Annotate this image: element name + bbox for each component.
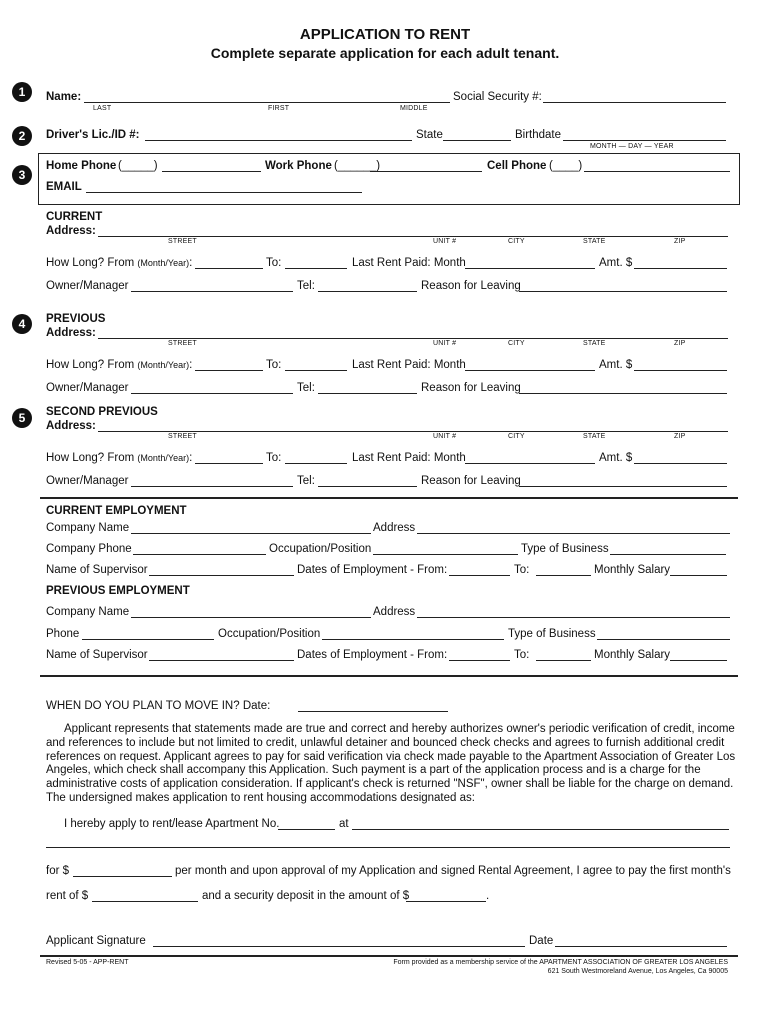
current-owner-field[interactable] — [131, 280, 293, 292]
cur-salary-label: Monthly Salary — [594, 564, 671, 576]
current-lastrent-field[interactable] — [465, 257, 595, 269]
previous-zip-hint: ZIP — [674, 340, 686, 347]
cell-phone-field[interactable] — [584, 160, 730, 172]
signature-date-field[interactable] — [555, 935, 727, 947]
second-previous-from-field[interactable] — [195, 452, 263, 464]
cell-phone-label: Cell Phone — [487, 160, 547, 172]
signature-date-label: Date — [529, 935, 554, 947]
prev-phone-label: Phone — [46, 628, 80, 640]
cur-occupation-field[interactable] — [373, 543, 518, 555]
signature-label: Applicant Signature — [46, 935, 146, 947]
footer-provided: Form provided as a membership service of the APARTMENT ASSOCIATION OF GREATER LOS ANGELES — [393, 959, 728, 966]
license-state-field[interactable] — [443, 129, 511, 141]
deposit-amount-field[interactable] — [406, 890, 486, 902]
apartment-no-field[interactable] — [278, 818, 335, 830]
current-amt-field[interactable] — [634, 257, 727, 269]
rent-amount-field[interactable] — [73, 865, 172, 877]
second-previous-state-hint: STATE — [583, 433, 606, 440]
previous-to-label: To: — [266, 359, 282, 371]
second-previous-zip-hint: ZIP — [674, 433, 686, 440]
current-tel-label: Tel: — [297, 280, 315, 292]
second-previous-to-field[interactable] — [285, 452, 347, 464]
current-address-label: Address: — [46, 225, 96, 237]
second-previous-reason-label: Reason for Leaving — [421, 475, 521, 487]
divider-employment — [40, 497, 738, 499]
movein-label: WHEN DO YOU PLAN TO MOVE IN? Date: — [46, 700, 271, 712]
previous-reason-label: Reason for Leaving — [421, 382, 521, 394]
form-subtitle: Complete separate application for each adult tenant. — [210, 45, 560, 61]
second-previous-tel-field[interactable] — [318, 475, 417, 487]
birthdate-field[interactable] — [563, 129, 726, 141]
prev-company-name-field[interactable] — [131, 606, 371, 618]
prev-company-name-label: Company Name — [46, 606, 130, 618]
current-city-hint: CITY — [508, 238, 525, 245]
previous-tel-field[interactable] — [318, 382, 417, 394]
second-previous-howlong-label: How Long? From (Month/Year): — [46, 452, 193, 464]
prev-type-business-label: Type of Business — [508, 628, 596, 640]
prev-from-field[interactable] — [449, 649, 510, 661]
second-previous-amt-field[interactable] — [634, 452, 727, 464]
current-reason-field[interactable] — [519, 280, 727, 292]
name-label: Name: — [46, 91, 82, 103]
license-label: Driver's Lic./ID #: — [46, 129, 140, 141]
second-previous-owner-label: Owner/Manager — [46, 475, 129, 487]
previous-city-hint: CITY — [508, 340, 525, 347]
license-state-label: State — [416, 129, 443, 141]
name-last-hint: LAST — [93, 105, 112, 112]
section-4-badge: 4 — [12, 314, 32, 334]
previous-owner-label: Owner/Manager — [46, 382, 129, 394]
cur-dates-label: Dates of Employment - From: — [297, 564, 448, 576]
prev-to-label: To: — [514, 649, 530, 661]
second-previous-tel-label: Tel: — [297, 475, 315, 487]
second-previous-unit-hint: UNIT # — [433, 433, 457, 440]
current-tel-field[interactable] — [318, 280, 417, 292]
current-address-field[interactable] — [98, 225, 728, 237]
previous-tel-label: Tel: — [297, 382, 315, 394]
prev-supervisor-field[interactable] — [149, 649, 294, 661]
name-first-hint: FIRST — [268, 105, 290, 112]
current-reason-label: Reason for Leaving — [421, 280, 521, 292]
cur-company-phone-label: Company Phone — [46, 543, 132, 555]
previous-address-field[interactable] — [98, 327, 728, 339]
section-2-badge: 2 — [12, 126, 32, 146]
second-previous-reason-field[interactable] — [519, 475, 727, 487]
prev-to-field[interactable] — [536, 649, 591, 661]
second-previous-amt-label: Amt. $ — [599, 452, 633, 464]
work-phone-label: Work Phone — [265, 160, 332, 172]
previous-amt-label: Amt. $ — [599, 359, 633, 371]
section-5-badge: 5 — [12, 408, 32, 428]
license-field[interactable] — [145, 129, 412, 141]
cur-supervisor-field[interactable] — [149, 564, 294, 576]
prev-occupation-field[interactable] — [322, 628, 504, 640]
current-amt-label: Amt. $ — [599, 257, 633, 269]
home-phone-area: (_____) — [118, 160, 158, 172]
divider-movein — [40, 675, 738, 677]
prev-company-address-label: Address — [373, 606, 416, 618]
current-street-hint: STREET — [168, 238, 197, 245]
cur-to-label: To: — [514, 564, 530, 576]
prev-type-business-field[interactable] — [597, 628, 730, 640]
prev-phone-field[interactable] — [82, 628, 214, 640]
second-previous-to-label: To: — [266, 452, 282, 464]
previous-state-hint: STATE — [583, 340, 606, 347]
current-owner-label: Owner/Manager — [46, 280, 129, 292]
email-label: EMAIL — [46, 181, 82, 193]
current-employment-heading: CURRENT EMPLOYMENT — [46, 505, 187, 517]
name-middle-hint: MIDDLE — [400, 105, 428, 112]
home-phone-label: Home Phone — [46, 160, 117, 172]
apartment-address-field[interactable] — [352, 818, 729, 830]
previous-howlong-label: How Long? From (Month/Year): — [46, 359, 193, 371]
section-1-badge: 1 — [12, 82, 32, 102]
section-3-badge: 3 — [12, 165, 32, 185]
previous-owner-field[interactable] — [131, 382, 293, 394]
second-previous-heading: SECOND PREVIOUS — [46, 406, 158, 418]
second-previous-lastrent-field[interactable] — [465, 452, 595, 464]
previous-unit-hint: UNIT # — [433, 340, 457, 347]
previous-heading: PREVIOUS — [46, 313, 106, 325]
rent-of-label: rent of $ — [46, 890, 89, 902]
cur-company-address-field[interactable] — [417, 522, 730, 534]
current-lastrent-label: Last Rent Paid: Month — [352, 257, 466, 269]
rent-terms-text: per month and upon approval of my Application and signed Rental Agreement, I agree to pay the first month's — [175, 865, 731, 877]
current-heading: CURRENT — [46, 211, 103, 223]
work-phone-area: (______) — [334, 160, 381, 172]
second-previous-street-hint: STREET — [168, 433, 197, 440]
cur-company-name-field[interactable] — [131, 522, 371, 534]
divider-footer — [40, 955, 738, 957]
deposit-period: . — [486, 890, 490, 902]
previous-lastrent-label: Last Rent Paid: Month — [352, 359, 466, 371]
apply-label: I hereby apply to rent/lease Apartment No. — [64, 818, 280, 830]
previous-employment-heading: PREVIOUS EMPLOYMENT — [46, 585, 190, 597]
current-unit-hint: UNIT # — [433, 238, 457, 245]
first-month-rent-field[interactable] — [92, 890, 198, 902]
cur-to-field[interactable] — [536, 564, 591, 576]
cur-salary-field[interactable] — [670, 564, 727, 576]
prev-salary-field[interactable] — [670, 649, 727, 661]
second-previous-lastrent-label: Last Rent Paid: Month — [352, 452, 466, 464]
current-state-hint: STATE — [583, 238, 606, 245]
deposit-label: and a security deposit in the amount of $ — [202, 890, 410, 902]
previous-amt-field[interactable] — [634, 359, 727, 371]
previous-reason-field[interactable] — [519, 382, 727, 394]
revision-note: Revised 5-05 - APP-RENT — [46, 959, 129, 966]
movein-date-field[interactable] — [298, 700, 448, 712]
cur-from-field[interactable] — [449, 564, 510, 576]
cur-company-phone-field[interactable] — [133, 543, 266, 555]
cur-supervisor-label: Name of Supervisor — [46, 564, 148, 576]
applicant-statement: Applicant represents that statements made are true and correct and hereby authorizes owner's periodic verification of credit, income and references to include but not limited to credit, unlawful detainer and bounced check checks and agrees to furnish additional credit references on request. Applicant agrees to pay for said verification via check made payable to the Apartment Association of Greater Los Angeles, which check shall accompany this Application. Such payment is a part of the application process and is a charge for the administrative costs of application consideration. If applicant's check is returned "NSF", owner shall be liable for the charge on demand. The undersigned makes application to rent housing accommodations designated as: — [46, 723, 736, 804]
ssn-label: Social Security #: — [453, 91, 542, 103]
cur-company-address-label: Address — [373, 522, 416, 534]
previous-street-hint: STREET — [168, 340, 197, 347]
previous-to-field[interactable] — [285, 359, 347, 371]
signature-field[interactable] — [153, 935, 525, 947]
prev-salary-label: Monthly Salary — [594, 649, 671, 661]
apartment-address-line2[interactable] — [46, 836, 730, 848]
prev-occupation-label: Occupation/Position — [218, 628, 321, 640]
cur-company-name-label: Company Name — [46, 522, 130, 534]
prev-company-address-field[interactable] — [417, 606, 730, 618]
home-phone-field[interactable] — [162, 160, 261, 172]
second-previous-city-hint: CITY — [508, 433, 525, 440]
name-field[interactable] — [84, 91, 450, 103]
second-previous-owner-field[interactable] — [131, 475, 293, 487]
prev-dates-label: Dates of Employment - From: — [297, 649, 448, 661]
apply-at-label: at — [339, 818, 349, 830]
work-phone-field[interactable] — [370, 160, 482, 172]
prev-supervisor-label: Name of Supervisor — [46, 649, 148, 661]
email-field[interactable] — [86, 181, 362, 193]
cur-type-business-label: Type of Business — [521, 543, 609, 555]
birthdate-hint: MONTH — DAY — YEAR — [590, 143, 674, 150]
cell-phone-area: (____) — [549, 160, 583, 172]
current-howlong-label: How Long? From (Month/Year): — [46, 257, 193, 269]
ssn-field[interactable] — [543, 91, 726, 103]
cur-occupation-label: Occupation/Position — [269, 543, 372, 555]
current-from-field[interactable] — [195, 257, 263, 269]
previous-address-label: Address: — [46, 327, 96, 339]
cur-type-business-field[interactable] — [610, 543, 726, 555]
previous-from-field[interactable] — [195, 359, 263, 371]
second-previous-address-field[interactable] — [98, 420, 728, 432]
previous-lastrent-field[interactable] — [465, 359, 595, 371]
rent-for-label: for $ — [46, 865, 70, 877]
form-title: APPLICATION TO RENT — [299, 26, 471, 43]
current-zip-hint: ZIP — [674, 238, 686, 245]
second-previous-address-label: Address: — [46, 420, 96, 432]
current-to-field[interactable] — [285, 257, 347, 269]
birthdate-label: Birthdate — [515, 129, 562, 141]
footer-address: 621 South Westmoreland Avenue, Los Angeles, Ca 90005 — [547, 968, 728, 975]
current-to-label: To: — [266, 257, 282, 269]
